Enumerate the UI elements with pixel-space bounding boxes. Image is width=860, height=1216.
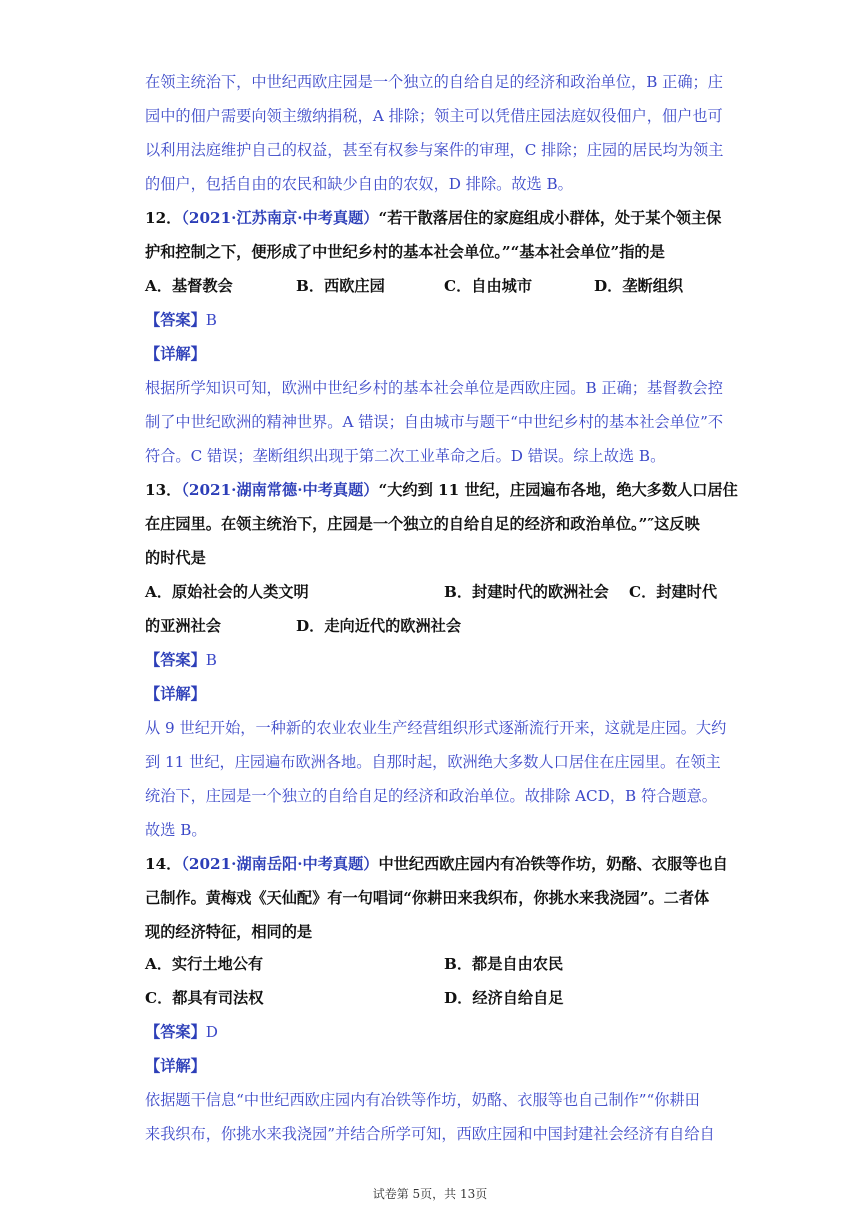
question-14-stem-line-2: 己制作。黄梅戏《天仙配》有一句唱词“你耕田来我织布，你挑水来我浇园”。二者体 xyxy=(145,889,710,907)
answer-value: D xyxy=(205,1023,218,1041)
q14-explain-line-1: 依据题干信息“中世纪西欧庄园内有冶铁等作坊，奶酪、衣服等也自己制作”“你耕田 xyxy=(145,1091,700,1109)
question-stem-text: “若干散落居住的家庭组成小群体，处于某个领主保 xyxy=(378,209,722,227)
question-number: 13． xyxy=(145,481,182,499)
q13-answer xyxy=(145,650,720,670)
question-number: 12． xyxy=(145,209,182,227)
q14-option-a: A．实行土地公有 xyxy=(145,955,264,973)
question-13-stem xyxy=(145,480,738,500)
q13-explain-line-3: 统治下，庄园是一个独立的自给自足的经济和政治单位。故排除 ACD，B 符合题意。 xyxy=(145,787,717,805)
q13-option-b: B．封建时代的欧洲社会 xyxy=(444,583,609,601)
q12-option-a: A．基督教会 xyxy=(145,277,233,295)
answer-value: B xyxy=(205,311,217,329)
q14-answer xyxy=(145,1022,720,1042)
q14-option-d: D．经济自给自足 xyxy=(444,989,564,1007)
question-13-stem-line-3: 的时代是 xyxy=(145,549,206,567)
question-stem-text: 中世纪西欧庄园内有冶铁等作坊，奶酪、衣服等也自 xyxy=(378,855,728,873)
q13-option-c: C．封建时代 xyxy=(629,583,718,601)
q13-option-d: D．走向近代的欧洲社会 xyxy=(296,617,462,635)
prev-explain-line-1: 在领主统治下，中世纪西欧庄园是一个独立的自给自足的经济和政治单位，B 正确；庄 xyxy=(145,73,723,91)
q14-option-c: C．都具有司法权 xyxy=(145,989,264,1007)
q12-explain-label xyxy=(145,344,720,364)
q14-explain-label xyxy=(145,1056,720,1076)
question-14-stem xyxy=(145,854,728,874)
q12-explain-line-2: 制了中世纪欧洲的精神世界。A 错误；自由城市与题干“中世纪乡村的基本社会单位”不 xyxy=(145,413,724,431)
q13-option-c-cont: 的亚洲社会 xyxy=(145,617,221,635)
question-13-stem-line-2: 在庄园里。在领主统治下，庄园是一个独立的自给自足的经济和政治单位。”″这反映 xyxy=(145,515,700,533)
question-12-stem xyxy=(145,208,720,228)
prev-explain-line-4: 的佃户，包括自由的农民和缺少自由的农奴，D 排除。故选 B。 xyxy=(145,175,573,193)
answer-label: 【答案】 xyxy=(145,1023,206,1041)
question-12-stem-line-2: 护和控制之下，便形成了中世纪乡村的基本社会单位。”“基本社会单位”指的是 xyxy=(145,243,665,261)
question-source: （2021·湖南岳阳·中考真题） xyxy=(181,855,379,873)
explain-label: 【详解】 xyxy=(145,345,206,363)
explain-label: 【详解】 xyxy=(145,1057,206,1075)
question-stem-text: “大约到 11 世纪，庄园遍布各地，绝大多数人口居住 xyxy=(378,481,738,499)
page-footer: 试卷第 5页，共 13页 xyxy=(372,1187,488,1201)
prev-explain-line-2: 园中的佃户需要向领主缴纳捐税，A 排除；领主可以凭借庄园法庭奴役佃户，佃户也可 xyxy=(145,107,723,125)
q14-option-b: B．都是自由农民 xyxy=(444,955,564,973)
question-number: 14． xyxy=(145,855,182,873)
q12-option-c: C．自由城市 xyxy=(444,277,533,295)
q13-explain-line-1: 从 9 世纪开始，一种新的农业农业生产经营组织形式逐渐流行开来，这就是庄园。大约 xyxy=(145,719,727,737)
q12-explain-line-1: 根据所学知识可知，欧洲中世纪乡村的基本社会单位是西欧庄园。B 正确；基督教会控 xyxy=(145,379,723,397)
question-14-stem-line-3: 现的经济特征，相同的是 xyxy=(145,923,313,941)
q12-answer xyxy=(145,310,720,330)
q12-option-b: B．西欧庄园 xyxy=(296,277,385,295)
q13-explain-line-2: 到 11 世纪，庄园遍布欧洲各地。自那时起，欧洲绝大多数人口居住在庄园里。在领主 xyxy=(145,753,721,771)
answer-label: 【答案】 xyxy=(145,651,206,669)
q13-explain-label xyxy=(145,684,720,704)
question-source: （2021·江苏南京·中考真题） xyxy=(181,209,379,227)
prev-explain-line-3: 以利用法庭维护自己的权益，甚至有权参与案件的审理，C 排除；庄园的居民均为领主 xyxy=(145,141,724,159)
question-source: （2021·湖南常德·中考真题） xyxy=(181,481,379,499)
q14-explain-line-2: 来我织布，你挑水来我浇园”并结合所学可知，西欧庄园和中国封建社会经济有自给自 xyxy=(145,1125,715,1143)
answer-value: B xyxy=(205,651,217,669)
q13-explain-line-4: 故选 B。 xyxy=(145,821,207,839)
q12-explain-line-3: 符合。C 错误；垄断组织出现于第二次工业革命之后。D 错误。综上故选 B。 xyxy=(145,447,666,465)
explain-label: 【详解】 xyxy=(145,685,206,703)
q13-option-a: A．原始社会的人类文明 xyxy=(145,583,309,601)
answer-label: 【答案】 xyxy=(145,311,206,329)
q12-option-d: D．垄断组织 xyxy=(594,277,684,295)
